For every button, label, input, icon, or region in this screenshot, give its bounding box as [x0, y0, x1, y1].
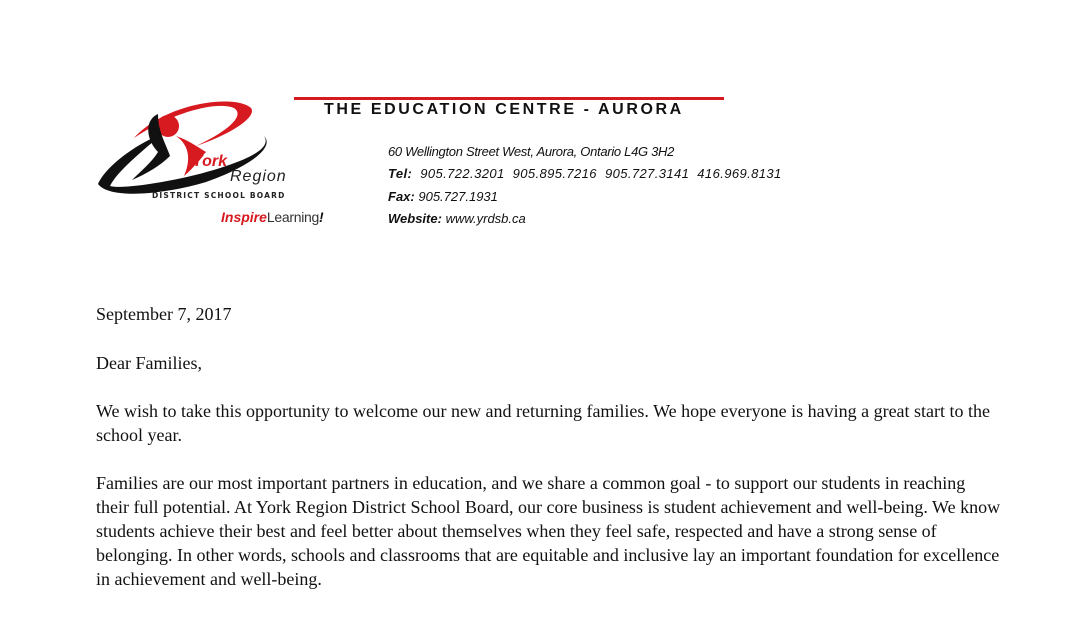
logo-board-text: DISTRICT SCHOOL BOARD — [152, 191, 286, 200]
tel-numbers: 905.722.3201 905.895.7216 905.727.3141 416.969.8131 — [420, 166, 782, 181]
letter-salutation: Dear Families, — [96, 353, 202, 373]
logo-region-text: Region — [230, 168, 287, 185]
yrdsb-logo — [96, 96, 336, 231]
letter-date: September 7, 2017 — [96, 304, 232, 324]
tagline-learning: Learning — [266, 209, 319, 225]
fax-number: 905.727.1931 — [418, 189, 498, 204]
website-url[interactable]: www.yrdsb.ca — [445, 211, 526, 226]
tagline-inspire: Inspire — [221, 209, 267, 225]
tagline-exclamation: ! — [319, 209, 324, 225]
contact-fax — [388, 189, 498, 204]
letter-paragraph-2: Families are our most important partners in education, and we share a common goal - to support our students in reaching their full potential. At York Region District School Board, our core business is student achievement and well-being. We know students achieve their best and feel better about themselves when they feel safe, respected and have a strong sense of belonging. In other words, schools and classrooms that are equitable and inclusive lay an important foundation for excellence in achievement and well-being. — [96, 473, 1001, 589]
letter-paragraph-1: We wish to take this opportunity to welcome our new and returning families. We hope everyone is having a great start to the school year. — [96, 401, 991, 445]
fax-label: Fax: — [388, 189, 415, 204]
contact-address: 60 Wellington Street West, Aurora, Ontario L4G 3H2 — [388, 144, 675, 159]
tel-label: Tel: — [388, 166, 413, 181]
logo-york-text: York — [192, 153, 227, 170]
header-title: THE EDUCATION CENTRE - AURORA — [324, 101, 684, 118]
contact-tel — [388, 166, 782, 181]
website-label: Website: — [388, 211, 442, 226]
contact-website — [388, 211, 526, 226]
logo-tagline — [221, 209, 324, 225]
header-red-rule — [294, 97, 724, 100]
